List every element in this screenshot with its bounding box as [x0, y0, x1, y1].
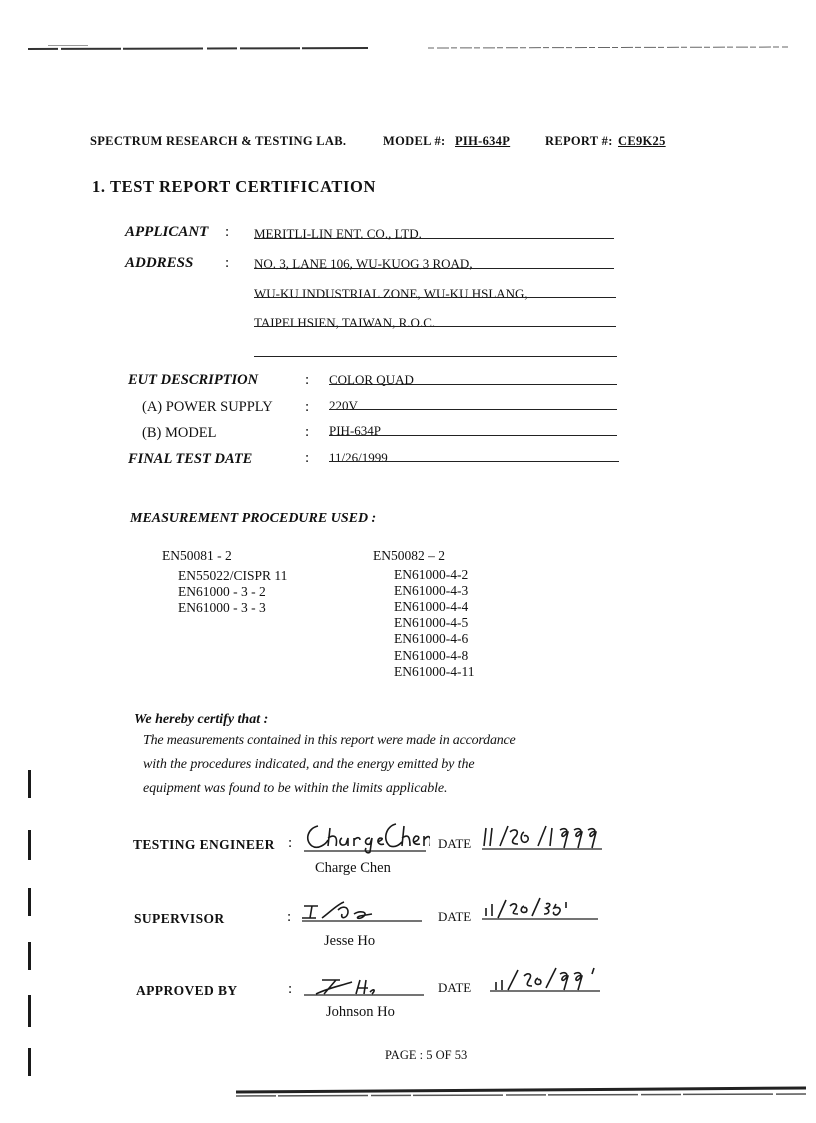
- model-label: (B) MODEL: [142, 425, 217, 441]
- supervisor-name: Jesse Ho: [324, 933, 376, 949]
- standard-left-item: EN55022/CISPR 11: [178, 568, 288, 583]
- testing-engineer-name: Charge Chen: [315, 860, 391, 876]
- header-lab-name: SPECTRUM RESEARCH & TESTING LAB.: [90, 134, 347, 148]
- power-supply-underline: [329, 409, 617, 410]
- applicant-value: MERITLI-LIN ENT. CO., LTD.: [254, 226, 422, 241]
- scan-artifact-edge: [28, 830, 31, 860]
- final-test-date-label: FINAL TEST DATE: [128, 451, 253, 467]
- procedure-heading: MEASUREMENT PROCEDURE USED :: [130, 511, 377, 526]
- applicant-colon: :: [225, 224, 230, 240]
- address-underline-4: [254, 356, 617, 357]
- applicant-label: APPLICANT: [125, 224, 209, 240]
- header-report-label: REPORT #:: [545, 134, 613, 148]
- testing-engineer-signature: [300, 818, 430, 854]
- address-label: ADDRESS: [125, 255, 194, 271]
- approved-by-signature: [300, 974, 426, 998]
- standard-right-item: EN61000-4-6: [394, 631, 469, 646]
- model-underline: [329, 435, 617, 436]
- approved-by-label: APPROVED BY: [136, 983, 238, 998]
- eut-description-value: COLOR QUAD: [329, 372, 414, 387]
- approved-by-date-label: DATE: [438, 980, 472, 995]
- address-underline-2: [254, 297, 616, 298]
- standard-left-item: EN61000 - 3 - 2: [178, 584, 266, 599]
- standard-right-main: EN50082 – 2: [373, 548, 445, 563]
- page-number: PAGE : 5 OF 53: [385, 1048, 468, 1062]
- header-model-value: PIH-634P: [455, 134, 511, 148]
- testing-engineer-colon: :: [288, 835, 293, 851]
- eut-description-colon: :: [305, 372, 310, 388]
- scan-artifact-edge: [28, 1048, 31, 1076]
- certify-line-2: with the procedures indicated, and the energy emitted by the: [143, 757, 475, 772]
- final-test-date-underline: [329, 461, 619, 462]
- supervisor-colon: :: [287, 909, 292, 925]
- scan-artifact-edge: [28, 888, 31, 916]
- scan-artifact-top: [28, 40, 788, 46]
- supervisor-label: SUPERVISOR: [134, 911, 225, 926]
- power-supply-colon: :: [305, 399, 310, 415]
- standard-right-item: EN61000-4-2: [394, 567, 469, 582]
- standard-right-item: EN61000-4-3: [394, 583, 469, 598]
- standard-right-item: EN61000-4-11: [394, 664, 475, 679]
- power-supply-label: (A) POWER SUPPLY: [142, 399, 273, 415]
- applicant-underline: [254, 238, 614, 239]
- approved-by-colon: :: [288, 981, 293, 997]
- approved-by-date-handwritten: [490, 966, 614, 994]
- page-title: 1. TEST REPORT CERTIFICATION: [92, 177, 376, 196]
- testing-engineer-date-label: DATE: [438, 836, 472, 851]
- standard-right-item: EN61000-4-5: [394, 615, 469, 630]
- model-value: PIH-634P: [329, 423, 382, 438]
- address-line-2: WU-KU INDUSTRIAL ZONE, WU-KU HSLANG,: [254, 286, 528, 301]
- standard-left-item: EN61000 - 3 - 3: [178, 600, 266, 615]
- final-test-date-colon: :: [305, 450, 310, 466]
- standard-right-item: EN61000-4-4: [394, 599, 469, 614]
- eut-description-label: EUT DESCRIPTION: [128, 372, 259, 388]
- certify-heading: We hereby certify that :: [134, 712, 269, 727]
- final-test-date-value: 11/26/1999: [329, 450, 388, 465]
- standard-right-item: EN61000-4-8: [394, 648, 469, 663]
- supervisor-date-label: DATE: [438, 909, 472, 924]
- scan-artifact-edge: [28, 770, 31, 798]
- scan-line-top-svg: [28, 45, 788, 53]
- header-report-value: CE9K25: [618, 134, 666, 148]
- eut-description-underline: [329, 384, 617, 385]
- certify-line-3: equipment was found to be within the limits applicable.: [143, 781, 448, 796]
- supervisor-date-handwritten: [480, 896, 600, 922]
- address-line-1: NO. 3, LANE 106, WU-KUOG 3 ROAD,: [254, 256, 473, 271]
- scan-artifact-bottom: [236, 1082, 806, 1100]
- address-underline-3: [254, 326, 616, 327]
- testing-engineer-date-handwritten: [480, 822, 604, 852]
- address-colon: :: [225, 255, 230, 271]
- header-model-label: MODEL #:: [383, 134, 446, 148]
- address-line-3: TAIPEI HSIEN, TAIWAN, R.O.C.: [254, 315, 436, 330]
- scan-artifact-edge: [28, 942, 31, 970]
- scan-line-bottom-svg: [236, 1082, 806, 1100]
- scan-artifact-edge: [28, 995, 31, 1027]
- certify-line-1: The measurements contained in this report were made in accordance: [143, 733, 516, 748]
- approved-by-name: Johnson Ho: [326, 1004, 395, 1020]
- address-underline-1: [254, 268, 614, 269]
- standard-left-main: EN50081 - 2: [162, 548, 232, 563]
- power-supply-value: 220V: [329, 398, 358, 413]
- model-colon: :: [305, 424, 310, 440]
- supervisor-signature: [298, 898, 424, 924]
- testing-engineer-label: TESTING ENGINEER: [133, 837, 275, 852]
